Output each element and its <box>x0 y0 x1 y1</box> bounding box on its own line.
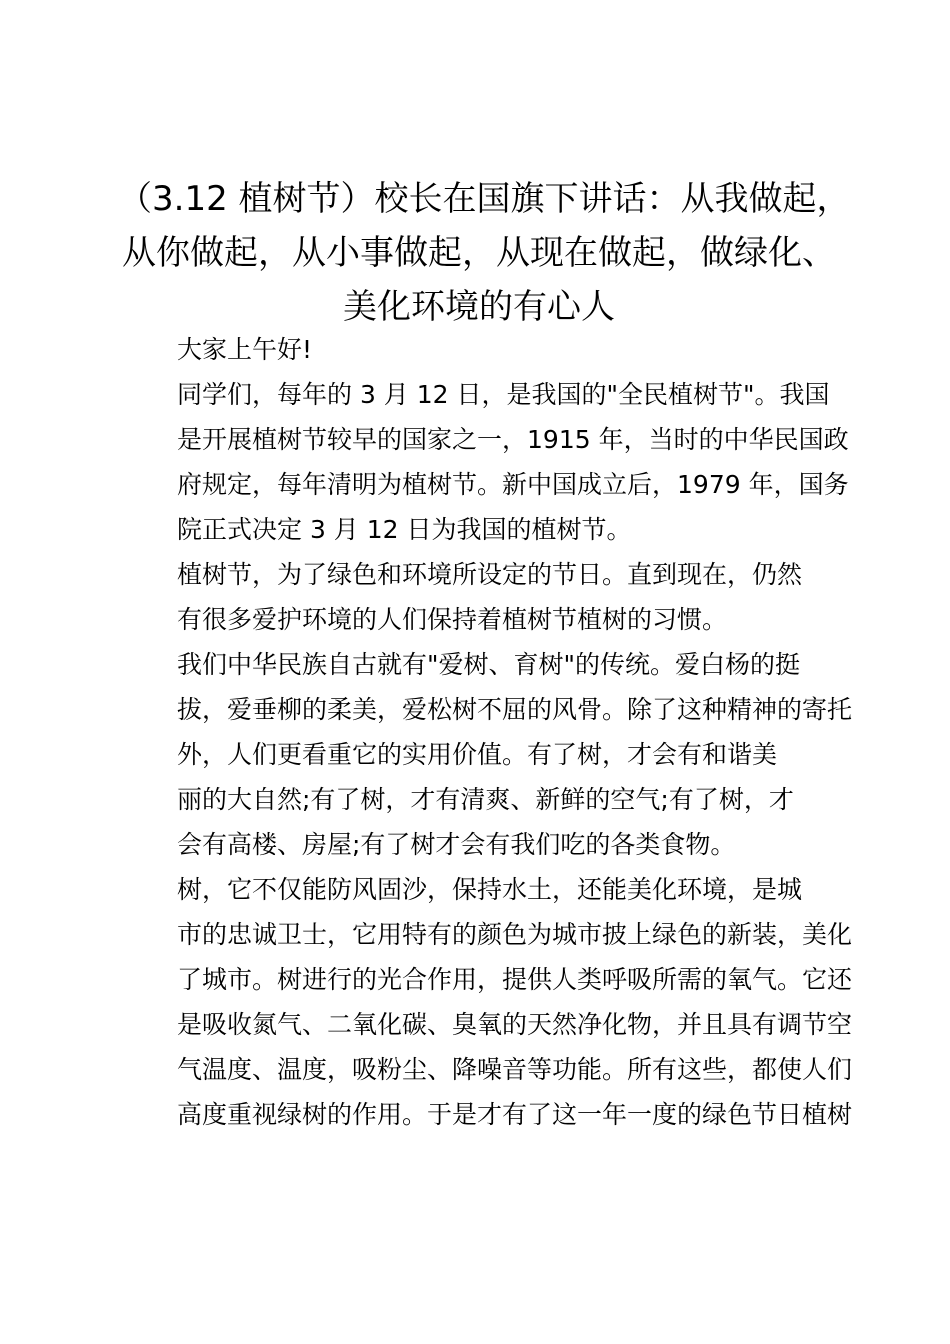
text-line: 院正式决定 3 月 12 日为我国的植树节。 <box>177 515 632 544</box>
text-line: 府规定，每年清明为植树节。新中国成立后，1979 年，国务 <box>177 470 849 499</box>
text-line: 市的忠诚卫士，它用特有的颜色为城市披上绿色的新装，美化 <box>177 920 853 949</box>
text-line: 有很多爱护环境的人们保持着植树节植树的习惯。 <box>177 605 728 634</box>
paragraph-arbor-day-date <box>127 372 849 552</box>
text-line: 会有高楼、房屋;有了树才会有我们吃的各类食物。 <box>177 830 736 859</box>
text-line: 植树节，为了绿色和环境所设定的节日。直到现在，仍然 <box>177 560 803 589</box>
text-line: 了城市。树进行的光合作用，提供人类呼吸所需的氧气。它还 <box>177 965 853 994</box>
text-line: 大家上午好! <box>177 335 313 364</box>
text-line: 我们中华民族自古就有"爱树、育树"的传统。爱白杨的挺 <box>177 650 801 679</box>
title-line: （3.12 植树节）校长在国旗下讲话：从我做起， <box>118 179 851 219</box>
text-line: 高度重视绿树的作用。于是才有了这一年一度的绿色节日植树 <box>177 1100 853 1129</box>
paragraph-greeting <box>127 327 837 372</box>
title-line: 美化环境的有心人 <box>343 287 615 327</box>
text-line: 丽的大自然;有了树，才有清爽、新鲜的空气;有了树，才 <box>177 785 794 814</box>
text-line: 是吸收氮气、二氧化碳、臭氧的天然净化物，并且具有调节空 <box>177 1010 853 1039</box>
paragraph-tree-functions <box>127 867 853 1137</box>
paragraph-tradition <box>127 642 853 777</box>
document-title <box>118 172 851 334</box>
text-line: 同学们，每年的 3 月 12 日，是我国的"全民植树节"。我国 <box>177 380 830 409</box>
text-line: 是开展植树节较早的国家之一，1915 年，当时的中华民国政 <box>177 425 849 454</box>
text-line: 气温度、温度，吸粉尘、降噪音等功能。所有这些，都使人们 <box>177 1055 853 1084</box>
paragraph-benefits <box>127 777 837 867</box>
text-line: 树，它不仅能防风固沙，保持水土，还能美化环境，是城 <box>177 875 803 904</box>
paragraph-festival-purpose <box>127 552 837 642</box>
title-line: 从你做起，从小事做起，从现在做起，做绿化、 <box>122 233 836 273</box>
text-line: 外，人们更看重它的实用价值。有了树，才会有和谐美 <box>177 740 778 769</box>
text-line: 拔，爱垂柳的柔美，爱松树不屈的风骨。除了这种精神的寄托 <box>177 695 853 724</box>
document-body <box>127 327 853 1137</box>
